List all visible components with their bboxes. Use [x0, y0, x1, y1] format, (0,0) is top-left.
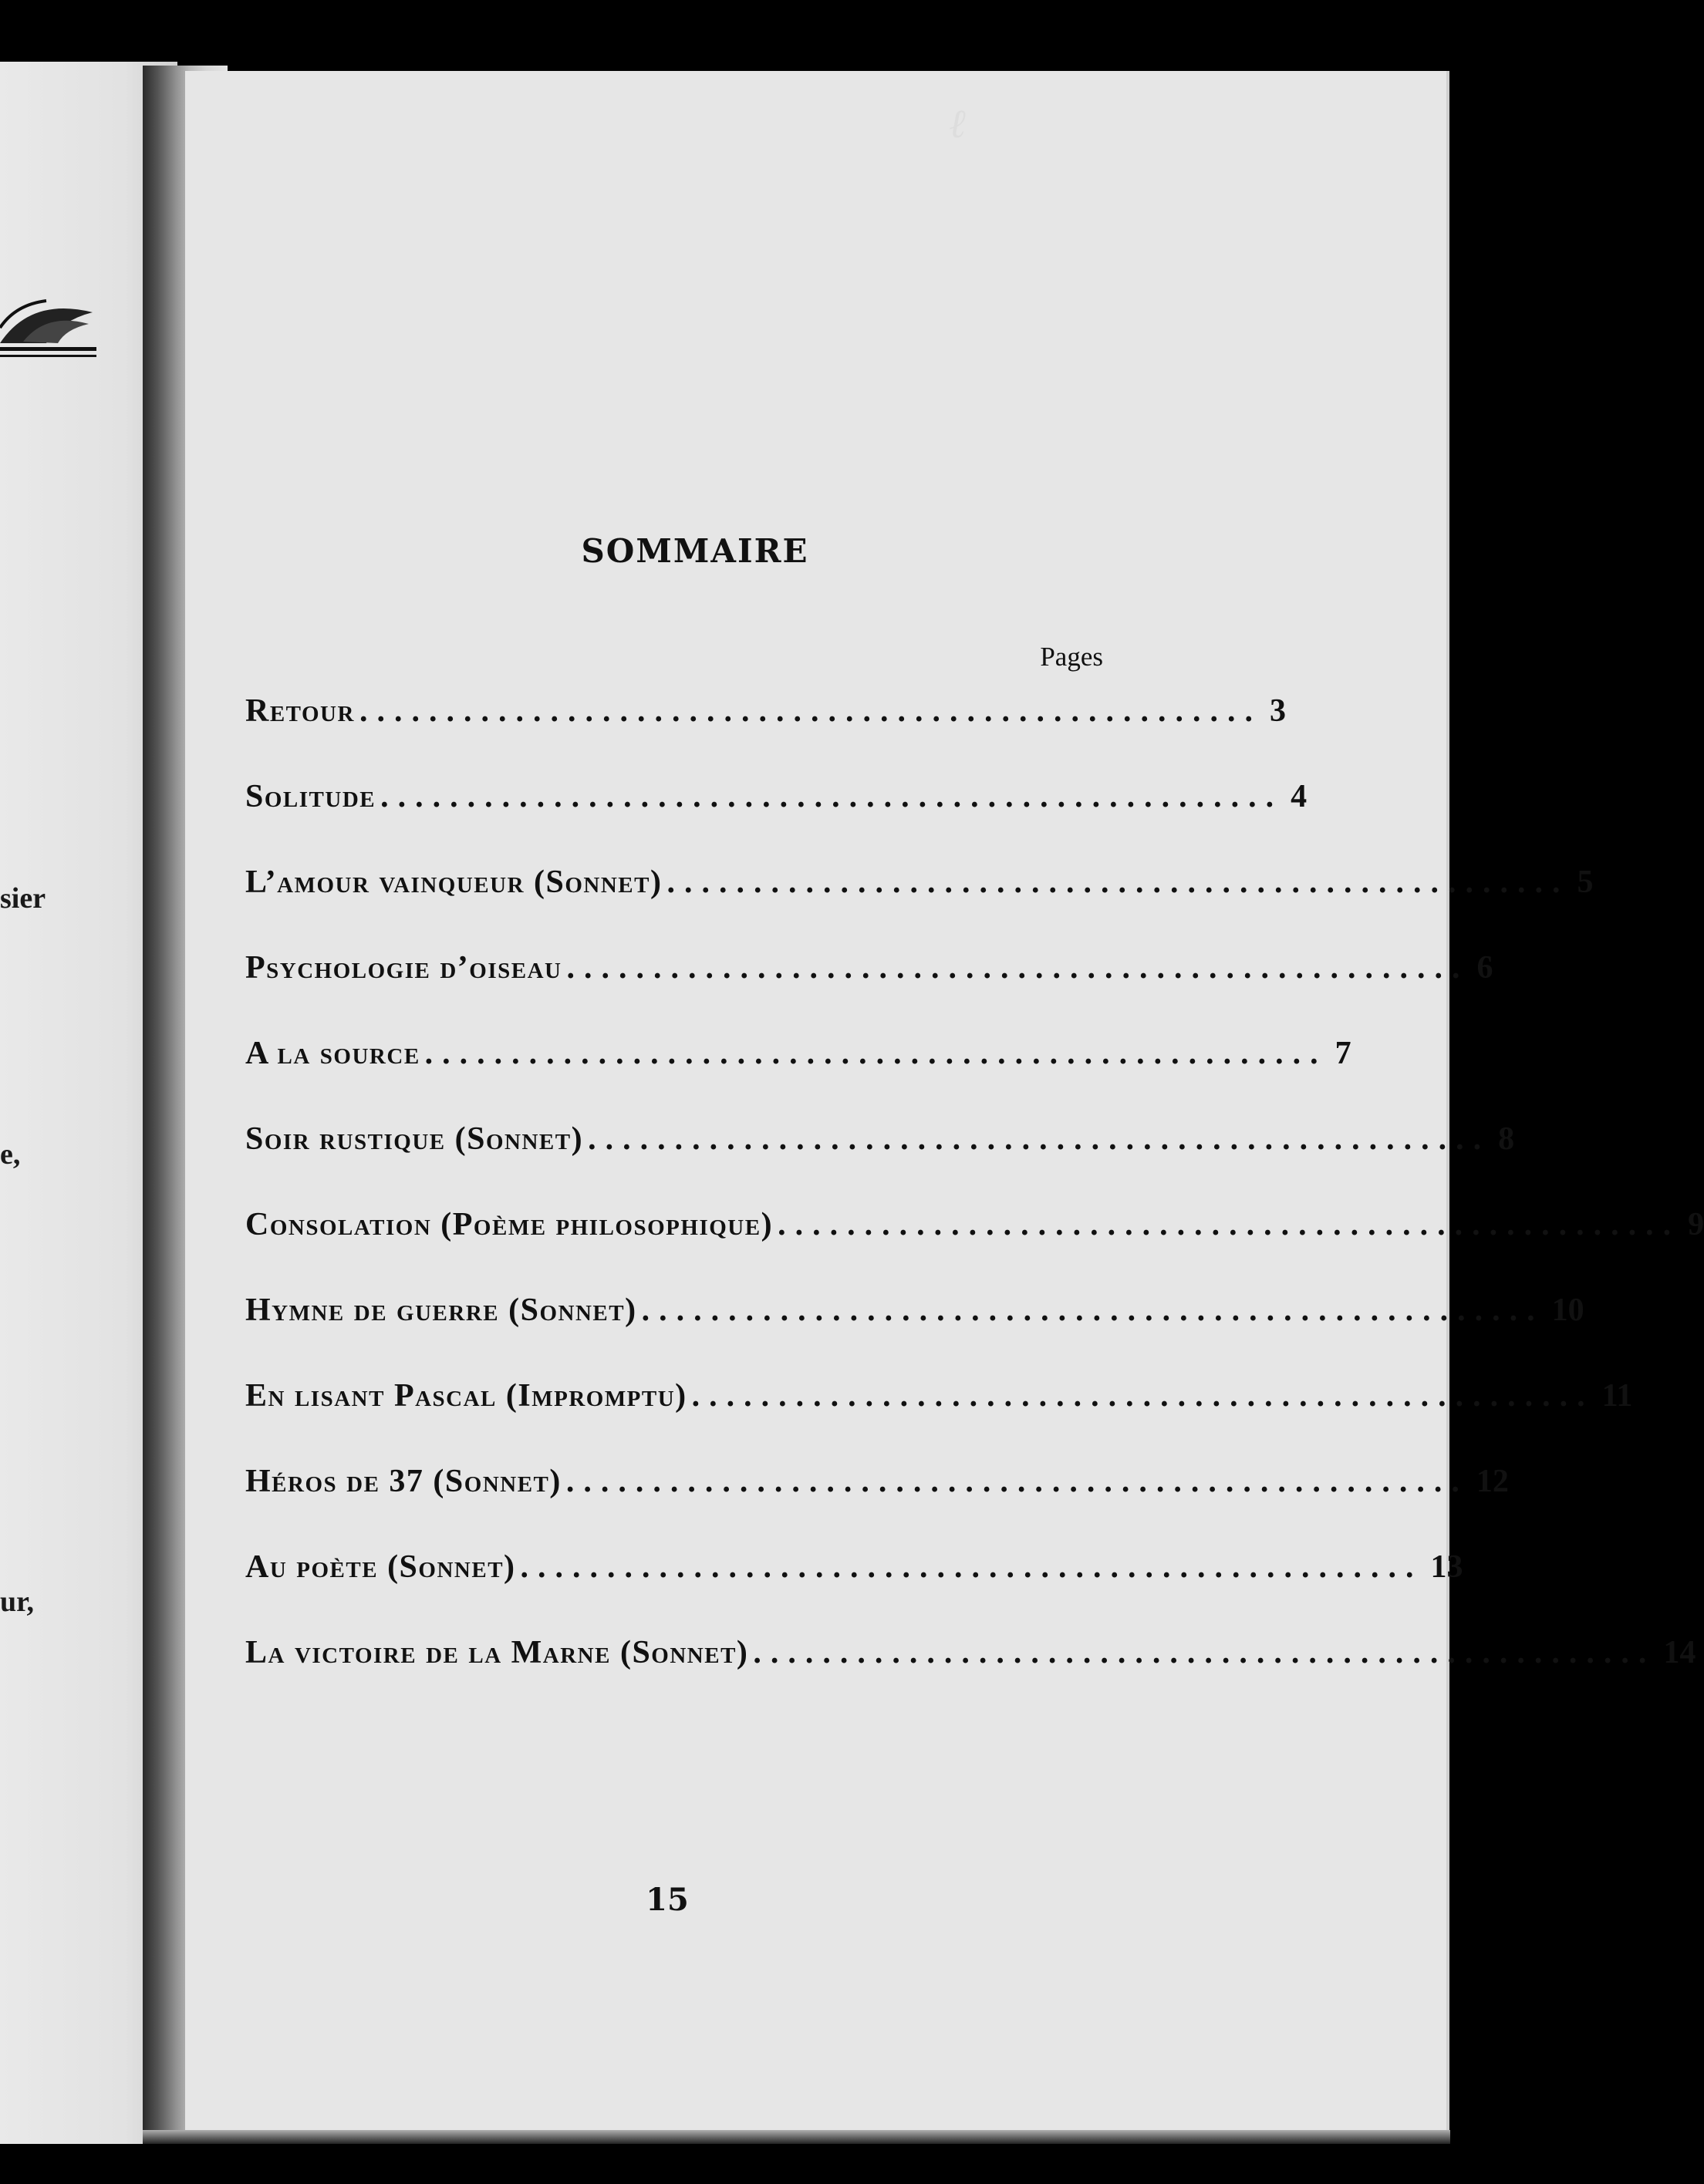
- toc-entry: [245, 1463, 1509, 1509]
- toc-entry: [245, 949, 1493, 996]
- left-page-fragment: e,: [0, 1138, 21, 1171]
- toc-entry: [245, 864, 1594, 910]
- toc-entry-page: 5: [1577, 865, 1594, 900]
- toc-entry-title: Au poète (Sonnet): [245, 1549, 516, 1585]
- dot-leader: ....................................................: [753, 1635, 1656, 1670]
- toc-entry-title: Psychologie d’oiseau: [245, 950, 562, 986]
- dot-leader: ....................................................: [424, 1036, 1328, 1071]
- dot-leader: ....................................................: [359, 693, 1262, 729]
- page-title-text: SOMMAIRE: [581, 532, 809, 570]
- toc-entry: [245, 693, 1286, 739]
- toc-entry-title: Soir rustique (Sonnet): [245, 1121, 584, 1157]
- toc-entry-title: Solitude: [245, 779, 376, 814]
- left-page-fragment: ur,: [0, 1586, 35, 1618]
- ink-mark: ℓ: [949, 103, 966, 147]
- dot-leader: ....................................................: [691, 1378, 1594, 1414]
- toc-entry-title: L’amour vainqueur (Sonnet): [245, 865, 663, 900]
- toc-entry-page: 14: [1663, 1635, 1696, 1670]
- toc-entry: [245, 1035, 1351, 1081]
- toc-entry: [245, 1377, 1633, 1424]
- page-bottom-shadow: [143, 2130, 1450, 2144]
- page-title: [0, 532, 1498, 570]
- toc-entry: [245, 1634, 1696, 1680]
- toc-entry-page: 12: [1476, 1464, 1509, 1499]
- dot-leader: ....................................................: [778, 1207, 1681, 1242]
- toc-entry-title: Héros de 37 (Sonnet): [245, 1464, 562, 1499]
- dot-leader: ....................................................: [520, 1549, 1423, 1585]
- dot-leader: ....................................................: [641, 1293, 1544, 1328]
- toc-entry: [245, 1549, 1463, 1595]
- toc-entry: [245, 1292, 1584, 1338]
- toc-entry-title: Retour: [245, 693, 355, 729]
- toc-entry-title: En lisant Pascal (Impromptu): [245, 1378, 687, 1414]
- toc-entry: [245, 1121, 1515, 1167]
- dot-leader: ....................................................: [566, 950, 1469, 986]
- toc-entry-page: 4: [1291, 779, 1308, 814]
- dot-leader: ....................................................: [380, 779, 1284, 814]
- toc-entry-title: Consolation (Poème philosophique): [245, 1207, 774, 1242]
- toc-entry-page: 9: [1688, 1207, 1704, 1242]
- toc-entry-page: 10: [1551, 1293, 1584, 1328]
- main-page: [185, 71, 1449, 2138]
- decorative-ornament-icon: [0, 281, 100, 389]
- toc-entry-page: 6: [1476, 950, 1493, 986]
- toc-entry-page: 13: [1430, 1549, 1463, 1585]
- toc-entry-page: 8: [1498, 1121, 1515, 1157]
- toc-entry-title: A la source: [245, 1036, 420, 1071]
- toc-entry-page: 11: [1601, 1378, 1633, 1414]
- toc-entry-page: 3: [1269, 693, 1286, 729]
- toc-entry-title: Hymne de guerre (Sonnet): [245, 1293, 637, 1328]
- toc-entry-title: La victoire de la Marne (Sonnet): [245, 1635, 749, 1670]
- toc-entry-page: 7: [1335, 1036, 1351, 1071]
- pages-column-header: Pages: [1040, 642, 1103, 672]
- page-number: 15: [646, 1882, 689, 1918]
- dot-leader: ....................................................: [588, 1121, 1491, 1157]
- left-page-fragment: sier: [0, 882, 46, 915]
- toc-entry: [245, 1206, 1704, 1252]
- dot-leader: ....................................................: [666, 865, 1570, 900]
- dot-leader: ....................................................: [565, 1464, 1469, 1499]
- toc-entry: [245, 778, 1308, 824]
